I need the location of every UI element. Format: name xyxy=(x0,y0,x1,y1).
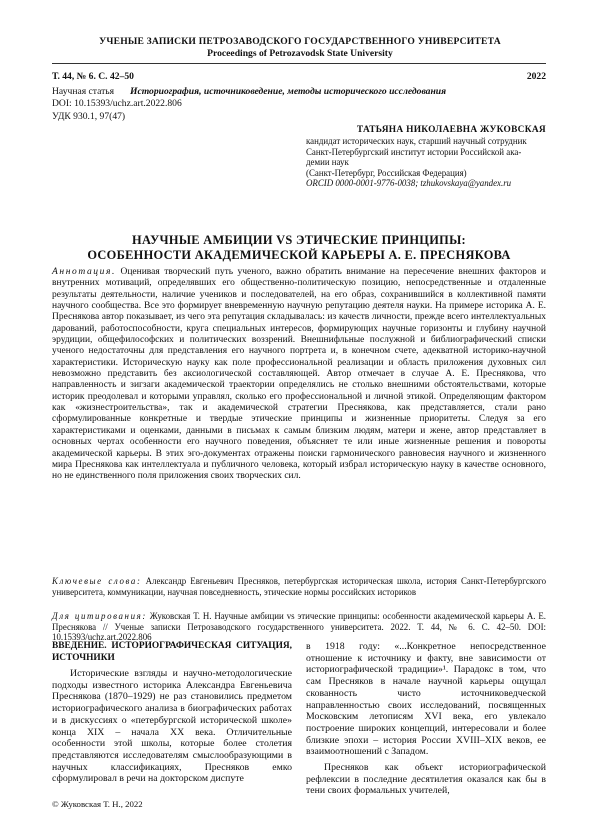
section-heading: ВВЕДЕНИЕ. ИСТОРИОГРАФИЧЕСКАЯ СИТУАЦИЯ, ИСТОЧНИКИ xyxy=(52,641,292,663)
citation-label: Для цитирования: xyxy=(52,611,147,621)
author-name: ТАТЬЯНА НИКОЛАЕВНА ЖУКОВСКАЯ xyxy=(356,125,546,135)
abstract xyxy=(52,267,546,483)
keywords xyxy=(52,576,546,597)
author-block xyxy=(306,125,546,188)
author-degree: кандидат исторических наук, старший научный сотрудник xyxy=(306,136,527,147)
year: 2022 xyxy=(526,71,546,82)
abstract-text: Оценивая творческий путь ученого, важно обратить внимание на пересечение внешних факторов и внутренних мотиваций, определявших его общественно-политическую позицию, непосредственные и отдаленные результаты деятельности, наличие учеников и последователей, на его образ, сохранившийся в коллективной памяти научного сообщества. Все это формирует вневременную научную репутацию деятеля науки. На примере историка А. Е. Преснякова автор показывает, из чего эта репутация складывалась: из качеств личности, прежде всего интеллектуальных дарований, работоспособности, круга специальных интересов, формирующих научные горизонты и глубину научной эрудиции, общефилософских и политических воззрений. Внешнифльные послужной и библиографический списки ученого недостаточны для представления его научного портрета и, в конечном счете, адекватной историко-научной характеристики. Историческую науку как поле профессиональной реализации и область приложения духовных сил невозможно представить без аксиологической составляющей. Автор отмечает в случае А. Е. Преснякова, что направленность и зигзаги академической траектории определялись не столько внешними обстоятельствами, которые историк преодолевал и которыми управлял, сколько его профессиональной и личной этикой. Определяющим фактором как «жизнестроительства», так и академической стратегии Преснякова, как представляется, стали рано сформулированные конкретные и твердые этические принципы и жизненные приоритеты. Следуя за его характеристиками и оценками, данными в письмах к самым близким людям, матери и жене, автор представляет в основных чертах особенности его научного поведения, объясняет те или иные жизненные решения и повороты академической карьеры. В этих эго-документах отражены поиски гармонического равновесия научного и жизненного мира Преснякова как интеллектуала и публичного человека, который избрал историческую науку в качестве основного, но не единственного поля приложения своих творческих сил. xyxy=(52,267,547,482)
author-orcid: ORCID 0000-0001-9776-0038; tzhukovskaya@yandex.ru xyxy=(306,178,512,189)
paragraph: в 1918 году: «...Конкретное непосредственное отношение к источнику и факту, вне зависимости от историографической традиции»¹. Парадокс в том, что сам Пресняков в начале научной карьеры ощущал скованность чисто источниковедческой направленностью своих исследований, посвященных Московским летописям XVI века, его увлекало построение широких концепций, интересовали и более близкие эпохи – история России XVIII–XIX веков, ее взаимоотношений с Западом. xyxy=(306,641,546,758)
journal-title-ru: УЧЕНЫЕ ЗАПИСКИ ПЕТРОЗАВОДСКОГО ГОСУДАРСТВЕННОГО УНИВЕРСИТЕТА xyxy=(99,36,501,47)
author-affiliation-2: демии наук xyxy=(306,157,349,168)
abstract-label: Аннотация. xyxy=(52,267,116,277)
paragraph: Исторические взгляды и научно-методологические подходы известного историка Александра Евгеньевича Преснякова (1870–1929) не раз становились предметом историографического анализа в биографических работах и в дискуссиях о «петербургской исторической школе» конца XIX – начала XX века. Отличительные особенности этой школы, которые более столетия представляются исследователям смыслообразующими в научных классификациях, Пресняков емко сформулировал в речи на докторском диспуте xyxy=(52,668,292,785)
article-type: Научная статья xyxy=(52,86,115,98)
article-title-line2: ОСОБЕННОСТИ АКАДЕМИЧЕСКОЙ КАРЬЕРЫ А. Е. ПРЕСНЯКОВА xyxy=(87,247,511,262)
journal-title-en: Proceedings of Petrozavodsk State University xyxy=(207,48,393,59)
article-title-line1: НАУЧНЫЕ АМБИЦИИ VS ЭТИЧЕСКИЕ ПРИНЦИПЫ: xyxy=(132,233,466,247)
copyright-footer: © Жуковская Т. Н., 2022 xyxy=(52,799,143,809)
doi: DOI: 10.15393/uchz.art.2022.806 xyxy=(52,98,182,110)
keywords-label: Ключевые слова: xyxy=(52,576,142,586)
journal-header xyxy=(0,36,600,59)
header-divider xyxy=(52,63,546,64)
author-location: (Санкт-Петербург, Российская Федерация) xyxy=(306,167,467,178)
citation-text: Жуковская Т. Н. Научные амбиции vs этические принципы: особенности академической карьеры А. Е. Преснякова // Ученые записки Петрозаводского государственного университета. 2022. Т. 44, № 6. С. 42–50. DOI: 10.15393/uchz.art.2022.806 xyxy=(52,611,546,643)
keywords-text: Александр Евгеньевич Пресняков, петербургская историческая школа, история Санкт-Петербургского университета, коммуникации, научная повседневность, этические нормы российских историков xyxy=(52,576,547,597)
paragraph: Пресняков как объект историографической рефлексии в последние десятилетия оказался как бы в тени своих формальных учителей, xyxy=(306,762,546,797)
article-title xyxy=(52,233,546,262)
udk: УДК 930.1, 97(47) xyxy=(52,110,126,122)
citation xyxy=(52,611,546,643)
volume-info: Т. 44, № 6. С. 42–50 xyxy=(52,71,134,82)
rubric: Историография, источниковедение, методы исторического исследования xyxy=(130,86,447,98)
author-affiliation-1: Санкт-Петербургский институт истории Российской ака- xyxy=(306,146,522,157)
article-meta xyxy=(52,71,546,123)
body-column-right xyxy=(306,641,546,797)
body-column-left xyxy=(52,641,292,785)
